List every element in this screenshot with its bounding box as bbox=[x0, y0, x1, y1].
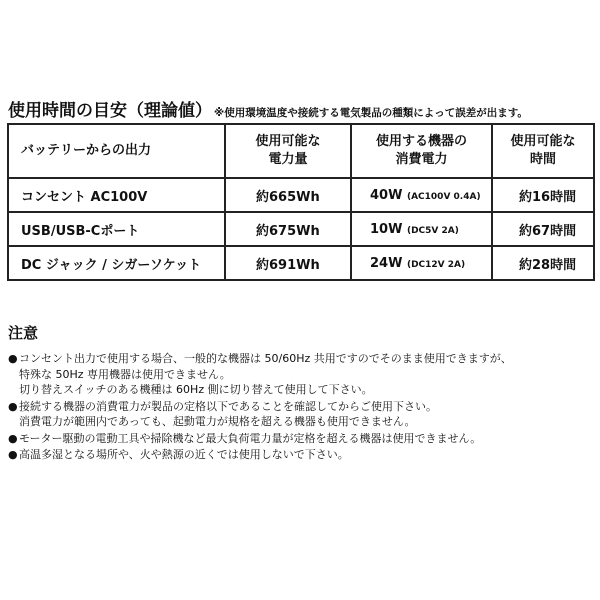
row-output: コンセント AC100V bbox=[8, 178, 225, 212]
list-item: ● 高温多湿となる場所や、火や熱源の近くでは使用しないで下さい。 bbox=[8, 448, 349, 461]
list-item: ● 接続する機器の消費電力が製品の定格以下であることを確認してからご使用下さい。 消費電力が範囲内であっても、起動電力が規格を超える機器も使用できません。 bbox=[8, 399, 437, 428]
table-row bbox=[8, 178, 594, 212]
section-note: ※使用環境温度や接続する電気製品の種類によって誤差が出ます。 bbox=[214, 107, 528, 119]
table-row bbox=[8, 212, 594, 246]
row-capacity: 約691Wh bbox=[225, 246, 351, 280]
header-power: 使用する機器の 消費電力 bbox=[351, 124, 492, 178]
row-power: 24W (DC12V 2A) bbox=[351, 246, 492, 280]
table-header-row bbox=[8, 124, 594, 178]
table-row bbox=[8, 246, 594, 280]
row-time: 約28時間 bbox=[492, 246, 594, 280]
row-capacity: 約665Wh bbox=[225, 178, 351, 212]
list-item: ● モーター駆動の電動工具や掃除機など最大負荷電力量が定格を超える機器は使用できません。 bbox=[8, 431, 482, 445]
bullet-icon: ● bbox=[8, 352, 18, 365]
bullet-icon: ● bbox=[8, 399, 18, 413]
row-output: USB/USB-Cポート bbox=[8, 212, 225, 246]
bullet-icon: ● bbox=[8, 431, 18, 445]
header-capacity: 使用可能な 電力量 bbox=[225, 124, 351, 178]
section-title: 使用時間の目安（理論値） bbox=[8, 101, 212, 121]
row-power: 10W (DC5V 2A) bbox=[351, 212, 492, 246]
header-output: バッテリーからの出力 bbox=[8, 124, 225, 178]
usage-time-table bbox=[7, 123, 595, 281]
caution-heading: 注意 bbox=[8, 324, 39, 342]
header-time: 使用可能な 時間 bbox=[492, 124, 594, 178]
bullet-icon: ● bbox=[8, 448, 18, 461]
row-power: 40W (AC100V 0.4A) bbox=[351, 178, 492, 212]
list-item: ● コンセント出力で使用する場合、一般的な機器は 50/60Hz 共用ですのでそのまま使用できますが、 特殊な 50Hz 専用機器は使用できません。 切り替えスイッチのある機種は 60Hz 側に切り替えて使用して下さい。 bbox=[8, 352, 512, 396]
row-time: 約67時間 bbox=[492, 212, 594, 246]
row-time: 約16時間 bbox=[492, 178, 594, 212]
row-capacity: 約675Wh bbox=[225, 212, 351, 246]
row-output: DC ジャック / シガーソケット bbox=[8, 246, 225, 280]
section-header bbox=[8, 96, 594, 121]
caution-list bbox=[8, 351, 598, 463]
caution-section bbox=[8, 322, 598, 464]
